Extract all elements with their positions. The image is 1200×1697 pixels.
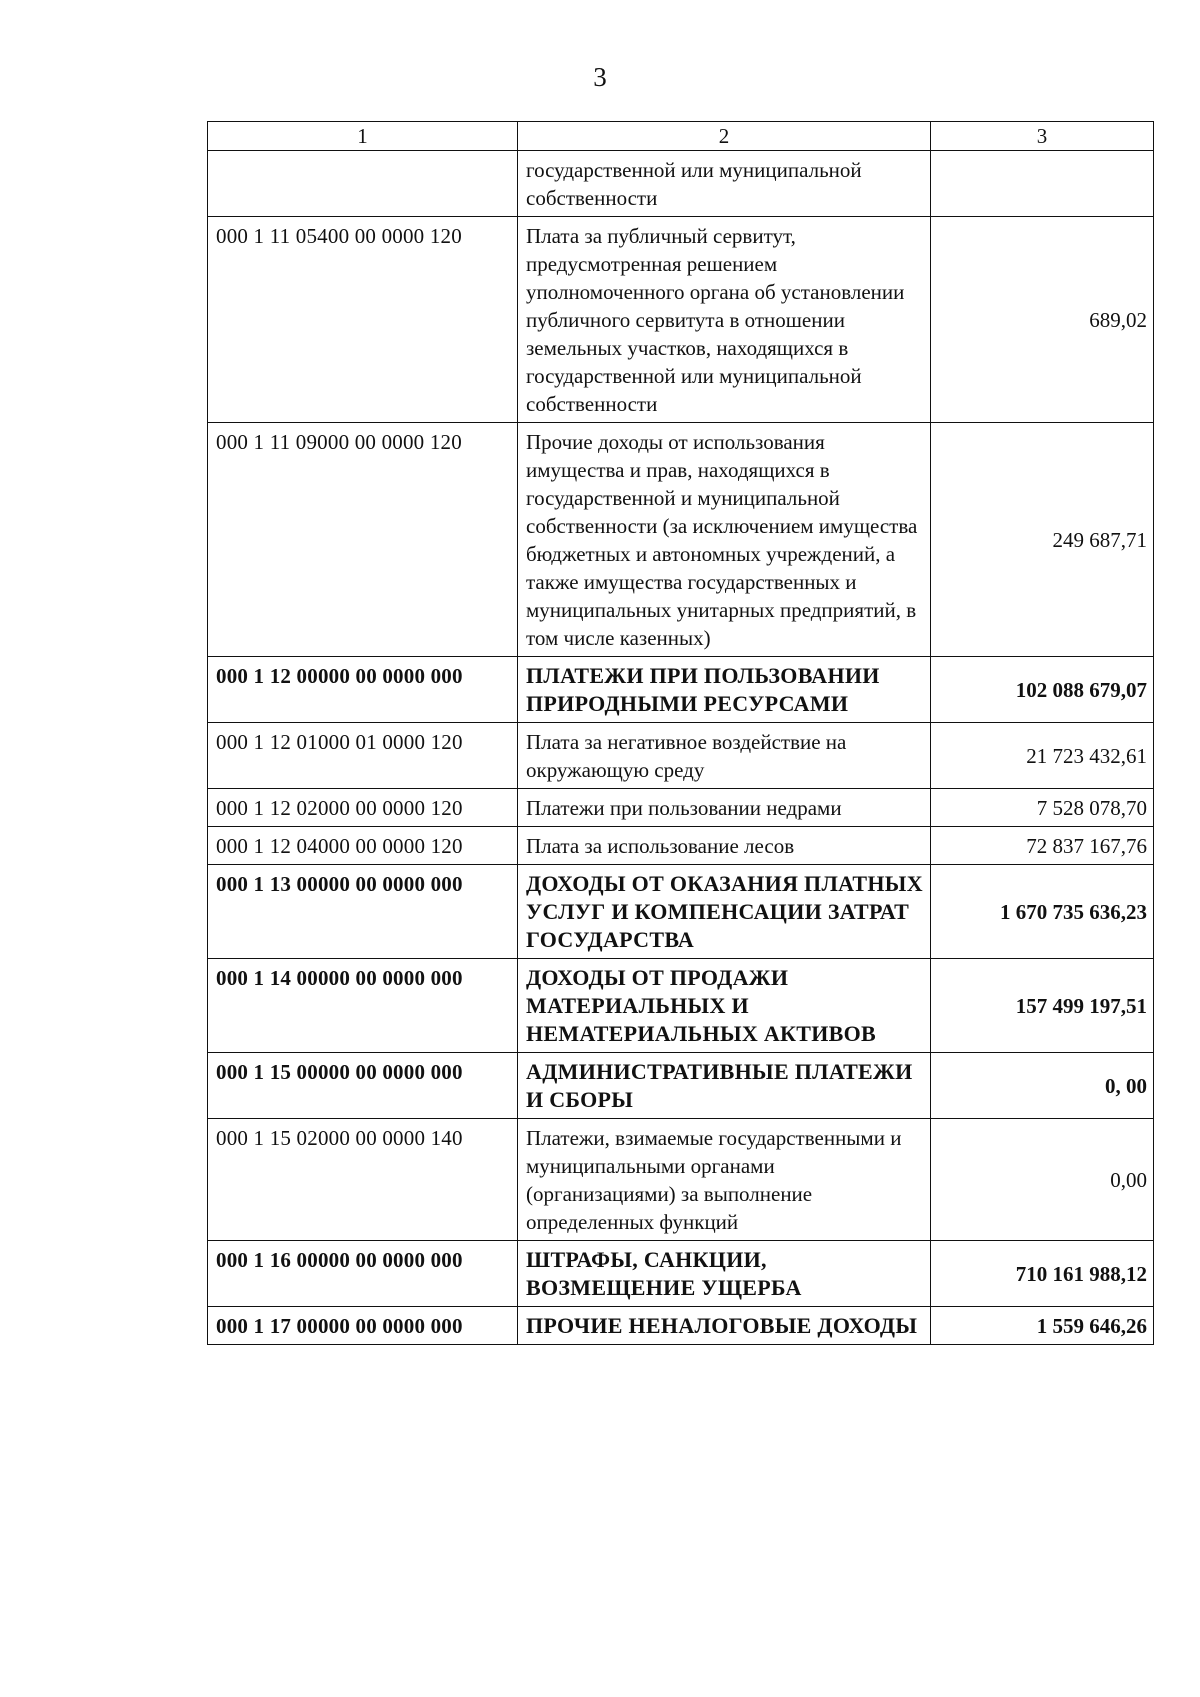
column-number-row — [208, 122, 1154, 151]
amount-cell: 0,00 — [931, 1119, 1154, 1241]
amount-cell: 1 559 646,26 — [931, 1307, 1154, 1345]
amount-cell: 102 088 679,07 — [931, 657, 1154, 723]
amount-cell: 21 723 432,61 — [931, 723, 1154, 789]
table-row — [208, 1119, 1154, 1241]
table-row-section — [208, 657, 1154, 723]
budget-code-cell: 000 1 15 00000 00 0000 000 — [208, 1053, 518, 1119]
budget-code-cell: 000 1 12 01000 01 0000 120 — [208, 723, 518, 789]
budget-code-cell: 000 1 17 00000 00 0000 000 — [208, 1307, 518, 1345]
revenue-name-cell: АДМИНИСТРАТИВНЫЕ ПЛАТЕЖИ И СБОРЫ — [518, 1053, 931, 1119]
revenue-name-cell: ПРОЧИЕ НЕНАЛОГОВЫЕ ДОХОДЫ — [518, 1307, 931, 1345]
table-row — [208, 217, 1154, 423]
budget-code-cell: 000 1 13 00000 00 0000 000 — [208, 865, 518, 959]
revenue-name-cell: ШТРАФЫ, САНКЦИИ, ВОЗМЕЩЕНИЕ УЩЕРБА — [518, 1241, 931, 1307]
column-number-2: 2 — [518, 122, 931, 151]
amount-cell: 0, 00 — [931, 1053, 1154, 1119]
table-row — [208, 423, 1154, 657]
table-row — [208, 151, 1154, 217]
budget-code-cell: 000 1 12 04000 00 0000 120 — [208, 827, 518, 865]
amount-cell: 249 687,71 — [931, 423, 1154, 657]
table-row — [208, 827, 1154, 865]
revenue-table-body — [208, 122, 1154, 1345]
table-row — [208, 789, 1154, 827]
amount-cell: 72 837 167,76 — [931, 827, 1154, 865]
amount-cell — [931, 151, 1154, 217]
revenue-table — [207, 121, 1154, 1345]
budget-code-cell: 000 1 12 02000 00 0000 120 — [208, 789, 518, 827]
budget-code-cell: 000 1 12 00000 00 0000 000 — [208, 657, 518, 723]
revenue-name-cell: ПЛАТЕЖИ ПРИ ПОЛЬЗОВАНИИ ПРИРОДНЫМИ РЕСУРСАМИ — [518, 657, 931, 723]
revenue-name-cell: Прочие доходы от использования имущества и прав, находящихся в государственной и муниципальной собственности (за исключением имущества бюджетных и автономных учреждений, а также имущества государственных и муниципальных унитарных предприятий, в том числе казенных) — [518, 423, 931, 657]
amount-cell: 1 670 735 636,23 — [931, 865, 1154, 959]
budget-code-cell: 000 1 11 05400 00 0000 120 — [208, 217, 518, 423]
revenue-name-cell: ДОХОДЫ ОТ ОКАЗАНИЯ ПЛАТНЫХ УСЛУГ И КОМПЕНСАЦИИ ЗАТРАТ ГОСУДАРСТВА — [518, 865, 931, 959]
budget-code-cell: 000 1 14 00000 00 0000 000 — [208, 959, 518, 1053]
budget-code-cell: 000 1 16 00000 00 0000 000 — [208, 1241, 518, 1307]
column-number-3: 3 — [931, 122, 1154, 151]
revenue-name-cell: Плата за публичный сервитут, предусмотренная решением уполномоченного органа об установлении публичного сервитута в отношении земельных участков, находящихся в государственной или муниципальной собственности — [518, 217, 931, 423]
page-number: 3 — [593, 62, 607, 92]
amount-cell: 7 528 078,70 — [931, 789, 1154, 827]
budget-code-cell: 000 1 11 09000 00 0000 120 — [208, 423, 518, 657]
table-row-section — [208, 959, 1154, 1053]
revenue-name-cell: Платежи при пользовании недрами — [518, 789, 931, 827]
amount-cell: 157 499 197,51 — [931, 959, 1154, 1053]
revenue-name-cell: ДОХОДЫ ОТ ПРОДАЖИ МАТЕРИАЛЬНЫХ И НЕМАТЕРИАЛЬНЫХ АКТИВОВ — [518, 959, 931, 1053]
column-number-1: 1 — [208, 122, 518, 151]
table-row-section — [208, 865, 1154, 959]
table-row-section — [208, 1307, 1154, 1345]
revenue-name-cell: Платежи, взимаемые государственными и муниципальными органами (организациями) за выполнение определенных функций — [518, 1119, 931, 1241]
table-row-section — [208, 1241, 1154, 1307]
revenue-name-cell: Плата за негативное воздействие на окружающую среду — [518, 723, 931, 789]
table-row-section — [208, 1053, 1154, 1119]
revenue-name-cell: Плата за использование лесов — [518, 827, 931, 865]
table-row — [208, 723, 1154, 789]
amount-cell: 710 161 988,12 — [931, 1241, 1154, 1307]
budget-code-cell — [208, 151, 518, 217]
revenue-name-cell: государственной или муниципальной собственности — [518, 151, 931, 217]
budget-code-cell: 000 1 15 02000 00 0000 140 — [208, 1119, 518, 1241]
amount-cell: 689,02 — [931, 217, 1154, 423]
